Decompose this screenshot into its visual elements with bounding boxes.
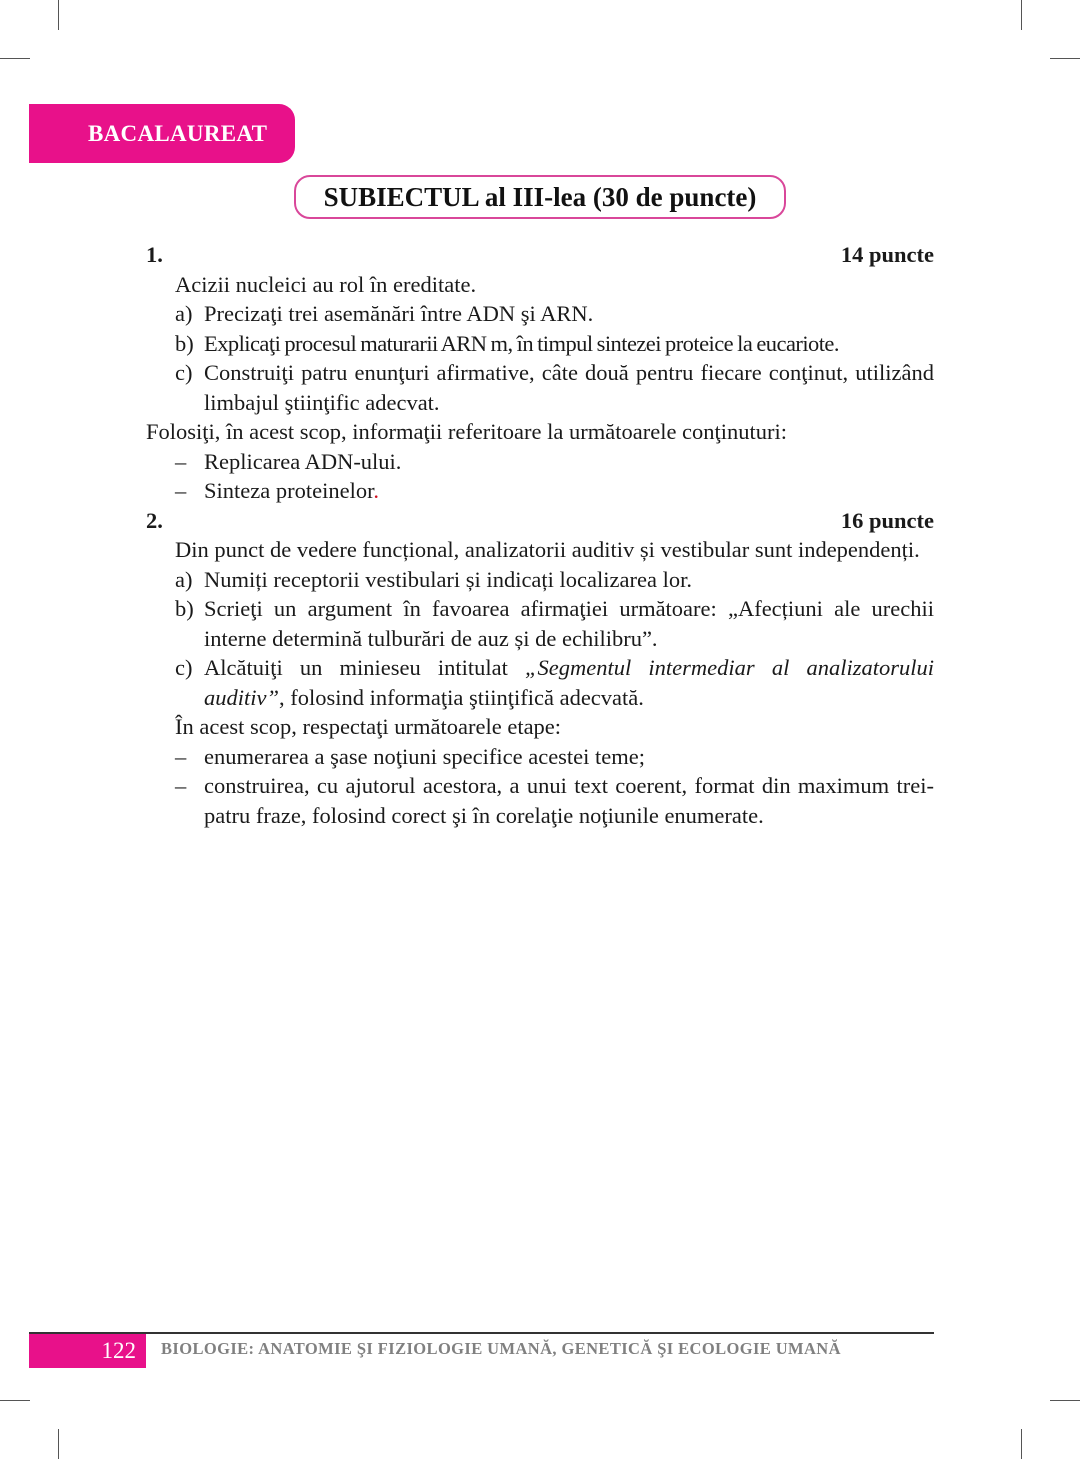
exercise-2-item-c bbox=[146, 653, 934, 712]
item-label: c) bbox=[175, 360, 193, 385]
crop-mark-bottom-right-vertical bbox=[1021, 1429, 1022, 1459]
item-text-wrap bbox=[204, 653, 934, 712]
item-text: Explicaţi procesul maturarii ARN m, în timpul sintezei proteice la eucariote. bbox=[204, 330, 839, 356]
exam-content bbox=[146, 240, 934, 830]
exercise-2-number: 2. bbox=[146, 507, 163, 533]
crop-mark-top-left-vertical bbox=[58, 0, 59, 30]
exercise-2-header bbox=[146, 506, 934, 536]
item-label: a) bbox=[175, 566, 193, 592]
item-text-after: , folosind informaţia ştiinţifică adecvată. bbox=[279, 684, 644, 710]
exercise-1-number: 1. bbox=[146, 242, 163, 267]
exercise-2-instruction: În acest scop, respectaţi următoarele etape: bbox=[175, 714, 562, 739]
dash-bullet: – bbox=[175, 478, 187, 503]
dash-bullet: – bbox=[175, 448, 187, 474]
book-title: BIOLOGIE: ANATOMIE ŞI FIZIOLOGIE UMANĂ, GENETICĂ ŞI ECOLOGIE UMANĂ bbox=[161, 1339, 841, 1358]
item-text: Precizaţi trei asemănări între ADN şi ARN. bbox=[204, 301, 594, 326]
essay-title: „Segmentul intermediar al analizatorului auditiv” bbox=[204, 655, 934, 710]
dash-bullet: – bbox=[175, 773, 187, 798]
item-label: a) bbox=[175, 301, 193, 326]
item-text: Scrieţi un argument în favoarea afirmaţiei următoare: „Afecțiuni ale urechii interne determină tulburări de auz și de echilibru”. bbox=[204, 596, 934, 651]
exercise-1-topic-1 bbox=[146, 447, 934, 477]
item-label: b) bbox=[175, 330, 194, 356]
crop-mark-bottom-left-vertical bbox=[58, 1429, 59, 1459]
crop-mark-top-left-horizontal bbox=[0, 58, 30, 59]
item-label: c) bbox=[175, 655, 193, 680]
item-text-before: Alcătuiţi un minieseu intitulat bbox=[204, 655, 526, 680]
dash-bullet: – bbox=[175, 743, 187, 769]
crop-mark-top-right-vertical bbox=[1021, 0, 1022, 30]
exercise-1-topic-2 bbox=[146, 476, 934, 506]
exercise-2-step-1 bbox=[146, 742, 934, 772]
crop-mark-top-right-horizontal bbox=[1050, 58, 1080, 59]
subject-title: SUBIECTUL al III-lea (30 de puncte) bbox=[323, 181, 757, 212]
exercise-1-item-a bbox=[146, 299, 934, 329]
page-number-box bbox=[29, 1334, 146, 1368]
crop-mark-bottom-left-horizontal bbox=[0, 1400, 30, 1401]
page-number: 122 bbox=[101, 1338, 136, 1363]
subject-title-box bbox=[294, 175, 786, 219]
footer-rule bbox=[29, 1332, 934, 1334]
exercise-1-header bbox=[146, 240, 934, 270]
topic-text: Replicarea ADN-ului. bbox=[204, 448, 402, 474]
topic-period: . bbox=[373, 478, 379, 503]
exercise-1-item-b bbox=[146, 329, 934, 359]
exercise-2-item-b bbox=[146, 594, 934, 653]
section-tab-label: BACALAUREAT bbox=[88, 120, 268, 146]
item-text: Construiţi patru enunţuri afirmative, câte două pentru fiecare conţinut, utilizând limbajul ştiinţific adecvat. bbox=[204, 360, 934, 415]
exercise-1-points: 14 puncte bbox=[840, 242, 934, 267]
exercise-2-points: 16 puncte bbox=[840, 507, 934, 533]
step-text: construirea, cu ajutorul acestora, a unui text coerent, format din maximum trei-patru fraze, folosind corect şi în corelaţie noţiunile enumerate. bbox=[204, 773, 934, 828]
section-tab bbox=[29, 104, 295, 163]
exercise-2-intro: Din punct de vedere funcțional, analizatorii auditiv și vestibular sunt independenți. bbox=[175, 537, 920, 562]
exercise-2-item-a bbox=[146, 565, 934, 595]
item-label: b) bbox=[175, 596, 194, 621]
crop-mark-bottom-right-horizontal bbox=[1050, 1400, 1080, 1401]
exercise-1-intro: Acizii nucleici au rol în ereditate. bbox=[175, 271, 477, 297]
item-text: Numiți receptorii vestibulari și indicați localizarea lor. bbox=[204, 566, 692, 592]
exercise-1-item-c bbox=[146, 358, 934, 417]
exercise-1-instruction: Folosiţi, în acest scop, informaţii referitoare la următoarele conţinuturi: bbox=[146, 419, 788, 444]
topic-text: Sinteza proteinelor bbox=[204, 478, 374, 503]
step-text: enumerarea a şase noţiuni specifice acestei teme; bbox=[204, 743, 646, 769]
topic-text-wrap bbox=[204, 476, 934, 506]
exercise-2-step-2 bbox=[146, 771, 934, 830]
